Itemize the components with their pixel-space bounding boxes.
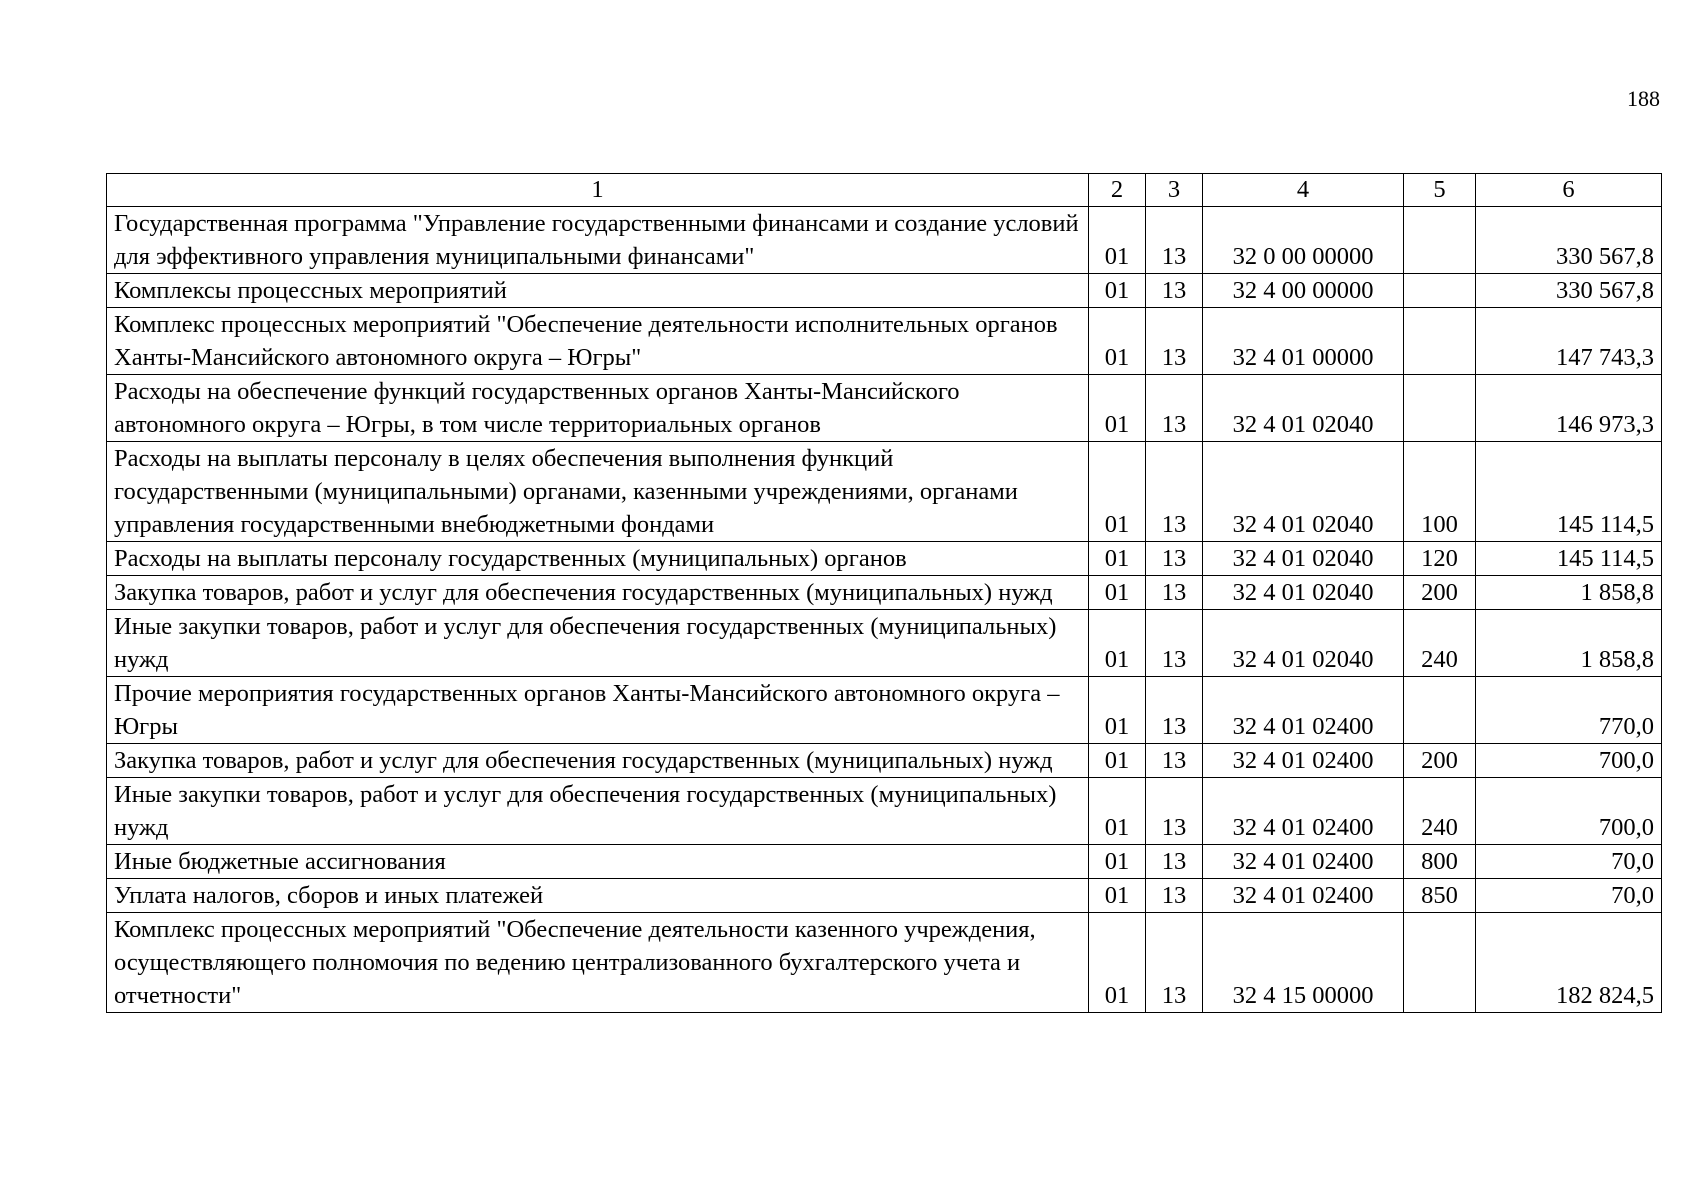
row-target-code: 32 4 01 02040 — [1203, 375, 1404, 442]
table-row — [107, 542, 1662, 576]
row-expense-type: 800 — [1404, 845, 1476, 879]
table-row — [107, 677, 1662, 744]
row-subsection: 13 — [1146, 274, 1203, 308]
row-subsection: 13 — [1146, 308, 1203, 375]
column-header: 1 — [107, 174, 1089, 207]
row-section: 01 — [1089, 845, 1146, 879]
row-section: 01 — [1089, 308, 1146, 375]
row-name: Комплекс процессных мероприятий "Обеспечение деятельности казенного учреждения, осуществляющего полномочия по ведению централизованного бухгалтерского учета и отчетности" — [107, 913, 1089, 1013]
row-amount: 146 973,3 — [1476, 375, 1662, 442]
row-section: 01 — [1089, 576, 1146, 610]
row-name: Комплексы процессных мероприятий — [107, 274, 1089, 308]
row-target-code: 32 4 01 02040 — [1203, 442, 1404, 542]
row-name: Расходы на обеспечение функций государственных органов Ханты-Мансийского автономного округа – Югры, в том числе территориальных органов — [107, 375, 1089, 442]
row-expense-type: 240 — [1404, 778, 1476, 845]
row-section: 01 — [1089, 778, 1146, 845]
row-section: 01 — [1089, 375, 1146, 442]
table-row — [107, 576, 1662, 610]
row-expense-type — [1404, 207, 1476, 274]
row-subsection: 13 — [1146, 576, 1203, 610]
row-amount: 70,0 — [1476, 879, 1662, 913]
table-row — [107, 744, 1662, 778]
table-row — [107, 274, 1662, 308]
row-target-code: 32 4 01 02400 — [1203, 677, 1404, 744]
row-name: Иные закупки товаров, работ и услуг для обеспечения государственных (муниципальных) нужд — [107, 778, 1089, 845]
row-target-code: 32 4 00 00000 — [1203, 274, 1404, 308]
row-target-code: 32 4 15 00000 — [1203, 913, 1404, 1013]
table-row — [107, 845, 1662, 879]
row-section: 01 — [1089, 879, 1146, 913]
row-expense-type — [1404, 913, 1476, 1013]
budget-table — [106, 173, 1662, 1013]
row-amount: 330 567,8 — [1476, 207, 1662, 274]
row-subsection: 13 — [1146, 778, 1203, 845]
row-section: 01 — [1089, 744, 1146, 778]
row-name: Государственная программа "Управление государственными финансами и создание условий для эффективного управления муниципальными финансами" — [107, 207, 1089, 274]
column-header: 6 — [1476, 174, 1662, 207]
row-section: 01 — [1089, 274, 1146, 308]
table-row — [107, 375, 1662, 442]
row-amount: 330 567,8 — [1476, 274, 1662, 308]
row-amount: 182 824,5 — [1476, 913, 1662, 1013]
row-subsection: 13 — [1146, 744, 1203, 778]
row-target-code: 32 4 01 02400 — [1203, 845, 1404, 879]
row-target-code: 32 4 01 02400 — [1203, 744, 1404, 778]
row-expense-type: 120 — [1404, 542, 1476, 576]
row-subsection: 13 — [1146, 610, 1203, 677]
row-expense-type: 200 — [1404, 576, 1476, 610]
row-section: 01 — [1089, 542, 1146, 576]
row-name: Закупка товаров, работ и услуг для обеспечения государственных (муниципальных) нужд — [107, 744, 1089, 778]
row-section: 01 — [1089, 913, 1146, 1013]
row-expense-type — [1404, 677, 1476, 744]
row-target-code: 32 4 01 02400 — [1203, 879, 1404, 913]
table-header-row — [107, 174, 1662, 207]
row-subsection: 13 — [1146, 442, 1203, 542]
row-expense-type: 200 — [1404, 744, 1476, 778]
row-expense-type — [1404, 274, 1476, 308]
row-target-code: 32 4 01 02040 — [1203, 542, 1404, 576]
row-name: Иные бюджетные ассигнования — [107, 845, 1089, 879]
table-row — [107, 778, 1662, 845]
row-expense-type — [1404, 375, 1476, 442]
row-subsection: 13 — [1146, 879, 1203, 913]
row-section: 01 — [1089, 442, 1146, 542]
row-section: 01 — [1089, 610, 1146, 677]
row-target-code: 32 4 01 02040 — [1203, 610, 1404, 677]
row-target-code: 32 4 01 00000 — [1203, 308, 1404, 375]
column-header: 5 — [1404, 174, 1476, 207]
row-expense-type: 850 — [1404, 879, 1476, 913]
column-header: 4 — [1203, 174, 1404, 207]
row-amount: 147 743,3 — [1476, 308, 1662, 375]
row-subsection: 13 — [1146, 542, 1203, 576]
row-subsection: 13 — [1146, 207, 1203, 274]
row-target-code: 32 4 01 02400 — [1203, 778, 1404, 845]
row-subsection: 13 — [1146, 845, 1203, 879]
row-section: 01 — [1089, 677, 1146, 744]
row-amount: 770,0 — [1476, 677, 1662, 744]
row-subsection: 13 — [1146, 375, 1203, 442]
row-name: Прочие мероприятия государственных органов Ханты-Мансийского автономного округа – Югры — [107, 677, 1089, 744]
table-row — [107, 913, 1662, 1013]
row-amount: 700,0 — [1476, 778, 1662, 845]
row-subsection: 13 — [1146, 913, 1203, 1013]
column-header: 2 — [1089, 174, 1146, 207]
row-amount: 145 114,5 — [1476, 542, 1662, 576]
table-row — [107, 610, 1662, 677]
table-row — [107, 207, 1662, 274]
row-name: Иные закупки товаров, работ и услуг для обеспечения государственных (муниципальных) нужд — [107, 610, 1089, 677]
row-section: 01 — [1089, 207, 1146, 274]
row-name: Расходы на выплаты персоналу в целях обеспечения выполнения функций государственными (муниципальными) органами, казенными учреждениями, органами управления государственными внебюджетными фондами — [107, 442, 1089, 542]
table-row — [107, 442, 1662, 542]
row-amount: 1 858,8 — [1476, 610, 1662, 677]
table-row — [107, 879, 1662, 913]
row-name: Закупка товаров, работ и услуг для обеспечения государственных (муниципальных) нужд — [107, 576, 1089, 610]
row-target-code: 32 0 00 00000 — [1203, 207, 1404, 274]
row-amount: 70,0 — [1476, 845, 1662, 879]
column-header: 3 — [1146, 174, 1203, 207]
page-number: 188 — [1627, 86, 1660, 111]
row-subsection: 13 — [1146, 677, 1203, 744]
row-name: Комплекс процессных мероприятий "Обеспечение деятельности исполнительных органов Ханты-Мансийского автономного округа – Югры" — [107, 308, 1089, 375]
row-amount: 145 114,5 — [1476, 442, 1662, 542]
row-name: Расходы на выплаты персоналу государственных (муниципальных) органов — [107, 542, 1089, 576]
row-expense-type: 240 — [1404, 610, 1476, 677]
row-amount: 700,0 — [1476, 744, 1662, 778]
row-expense-type — [1404, 308, 1476, 375]
row-amount: 1 858,8 — [1476, 576, 1662, 610]
table-row — [107, 308, 1662, 375]
row-target-code: 32 4 01 02040 — [1203, 576, 1404, 610]
row-name: Уплата налогов, сборов и иных платежей — [107, 879, 1089, 913]
row-expense-type: 100 — [1404, 442, 1476, 542]
